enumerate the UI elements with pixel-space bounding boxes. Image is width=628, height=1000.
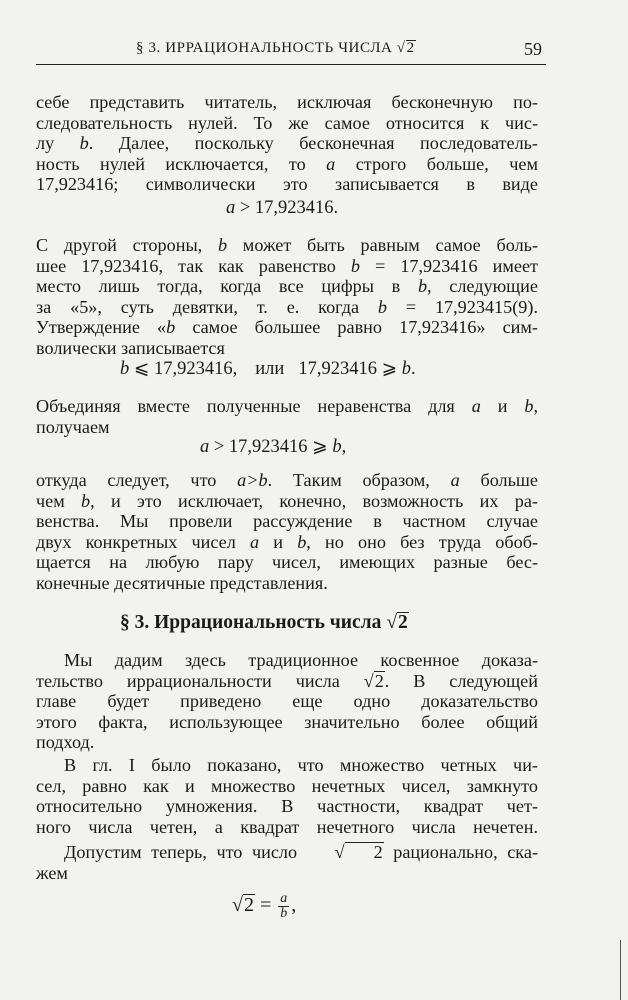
text-line: щается на любую пару чисел, имеющих разные бес- xyxy=(36,552,538,573)
text-line: этого факта, использующее значительно более общий xyxy=(36,711,538,732)
text-line: двух конкретных чисел a и b, но оно без труда обоб- xyxy=(36,531,539,552)
text-line: Допустим теперь, что число √ 2 рационально, ска- xyxy=(64,842,538,862)
paragraph xyxy=(36,842,538,883)
text-line: ного числа четен, а квадрат нечетного числа нечетен. xyxy=(36,816,538,837)
formula-sqrt2-ratio: √2 = $\frac{a}{b}$ , xyxy=(232,891,297,921)
paragraph-continuation xyxy=(36,92,538,195)
paragraph xyxy=(36,470,538,594)
text-line: главе будет приведено еще одно доказательство xyxy=(36,691,538,712)
formula-b-leq: b ⩽ 17,923416, или 17,923416 ⩾ b. xyxy=(120,359,416,379)
text-line: подход. xyxy=(36,732,95,753)
text-line: В гл. I было показано, что множество четных чи- xyxy=(64,755,538,775)
text-line: С другой стороны, b может быть равным самое боль- xyxy=(36,235,539,255)
text-line: себе представить читатель, исключая бесконечную по- xyxy=(36,92,538,112)
text-line: волически записывается xyxy=(36,337,225,358)
text-line: тельство иррациональности числа √2. В следующей xyxy=(36,670,538,691)
text-line: получаем xyxy=(36,416,110,437)
sqrt-symbol: √2 xyxy=(386,612,408,633)
text-line: Утверждение «b самое большее равно 17,923416» сим- xyxy=(36,317,538,338)
sqrt-symbol: √2 xyxy=(232,894,254,917)
fraction: $\frac{a}{b}$ xyxy=(280,891,288,921)
paragraph xyxy=(36,755,538,837)
text-line: конечные десятичные представления. xyxy=(36,572,328,593)
running-header xyxy=(36,38,546,65)
text-line: Объединяя вместе полученные неравенства для a и b, xyxy=(36,396,538,416)
formula-a-greater: a > 17,923416. xyxy=(226,198,339,218)
paragraph xyxy=(36,396,538,437)
text-line: жем xyxy=(36,862,68,883)
text-line: шее 17,923416, так как равенство b = 17,923416 имеет xyxy=(36,255,539,276)
sqrt-symbol: √2 xyxy=(363,670,384,691)
text-line: следовательность нулей. То же самое относится к чис- xyxy=(36,112,538,133)
section-heading: § 3. Иррациональность числа √2 xyxy=(120,612,408,633)
text-line: 17,923416; символически это записывается в виде xyxy=(36,174,538,195)
text-line: лу b. Далее, поскольку бесконечная последователь- xyxy=(36,133,538,154)
text-line: ность нулей исключается, то a строго больше, чем xyxy=(36,153,538,174)
text-line: сел, равно как и множество нечетных чисел, замкнуто xyxy=(36,775,538,796)
text-line: место лишь тогда, когда все цифры в b, следующие xyxy=(36,276,538,297)
paragraph xyxy=(36,235,538,359)
sqrt-symbol: √ 2 xyxy=(334,842,383,862)
text-line: венства. Мы провели рассуждение в частном случае xyxy=(36,511,538,532)
text-line: относительно умножения. В частности, квадрат чет- xyxy=(36,796,538,817)
text-line: Мы дадим здесь традиционное косвенное доказа- xyxy=(64,650,538,670)
formula-combined: a > 17,923416 ⩾ b, xyxy=(200,437,347,457)
paragraph xyxy=(36,650,538,753)
text-line: чем b, и это исключает, конечно, возможность их ра- xyxy=(36,490,538,511)
page-edge-mark xyxy=(620,940,621,1000)
page-number: 59 xyxy=(524,39,542,59)
running-title: § 3. ИРРАЦИОНАЛЬНОСТЬ ЧИСЛА √2 xyxy=(136,40,415,56)
text-line: откуда следует, что a>b. Таким образом, a больше xyxy=(36,470,539,490)
sqrt-symbol: √2 xyxy=(396,40,415,56)
text-line: за «5», суть девятки, т. е. когда b = 17,923415(9). xyxy=(36,296,538,317)
